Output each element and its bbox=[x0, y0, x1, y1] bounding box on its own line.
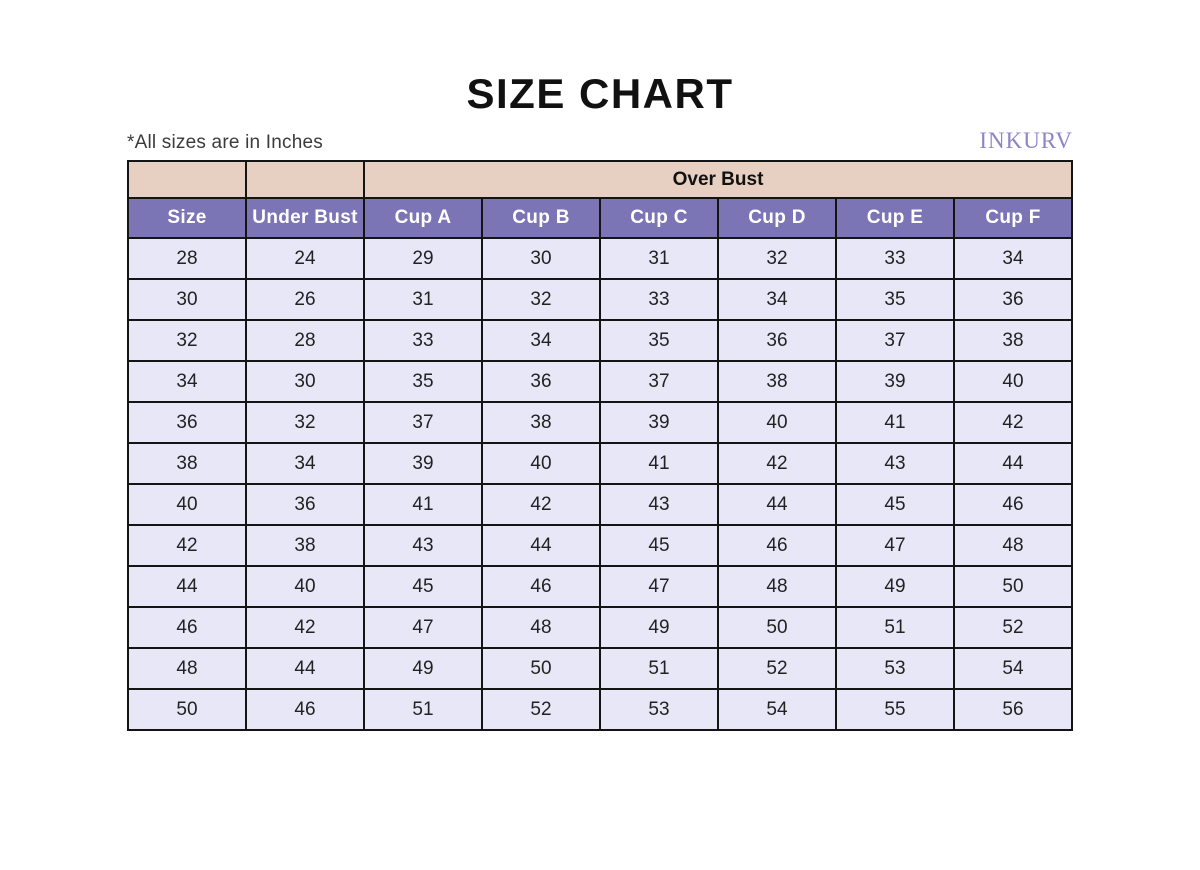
table-cell: 38 bbox=[718, 361, 836, 402]
table-row bbox=[128, 238, 1072, 279]
table-cell: 31 bbox=[364, 279, 482, 320]
table-row bbox=[128, 648, 1072, 689]
table-cell: 52 bbox=[718, 648, 836, 689]
table-row bbox=[128, 484, 1072, 525]
table-cell: 44 bbox=[954, 443, 1072, 484]
table-cell: 30 bbox=[128, 279, 246, 320]
table-cell: 50 bbox=[954, 566, 1072, 607]
table-cell: 26 bbox=[246, 279, 364, 320]
table-cell: 48 bbox=[482, 607, 600, 648]
table-row bbox=[128, 361, 1072, 402]
table-cell: 33 bbox=[836, 238, 954, 279]
table-cell: 44 bbox=[128, 566, 246, 607]
table-cell: 42 bbox=[482, 484, 600, 525]
table-cell: 43 bbox=[600, 484, 718, 525]
table-cell: 51 bbox=[836, 607, 954, 648]
table-cell: 38 bbox=[246, 525, 364, 566]
table-cell: 42 bbox=[128, 525, 246, 566]
table-cell: 37 bbox=[600, 361, 718, 402]
table-cell: 50 bbox=[482, 648, 600, 689]
table-cell: 52 bbox=[954, 607, 1072, 648]
table-cell: 53 bbox=[836, 648, 954, 689]
table-cell: 45 bbox=[600, 525, 718, 566]
table-row bbox=[128, 525, 1072, 566]
table-cell: 43 bbox=[364, 525, 482, 566]
page-title: SIZE CHART bbox=[466, 70, 734, 117]
table-row bbox=[128, 320, 1072, 361]
group-header-row bbox=[128, 161, 1072, 198]
table-cell: 46 bbox=[246, 689, 364, 730]
table-cell: 39 bbox=[836, 361, 954, 402]
brand-logo: INKURV bbox=[979, 128, 1073, 153]
table-cell: 24 bbox=[246, 238, 364, 279]
table-cell: 32 bbox=[482, 279, 600, 320]
column-header-size: Size bbox=[128, 198, 246, 238]
table-cell: 39 bbox=[600, 402, 718, 443]
column-header-cup-b: Cup B bbox=[482, 198, 600, 238]
table-cell: 56 bbox=[954, 689, 1072, 730]
table-cell: 46 bbox=[954, 484, 1072, 525]
table-cell: 37 bbox=[364, 402, 482, 443]
table-cell: 39 bbox=[364, 443, 482, 484]
table-cell: 42 bbox=[954, 402, 1072, 443]
table-cell: 38 bbox=[954, 320, 1072, 361]
table-row bbox=[128, 607, 1072, 648]
table-cell: 34 bbox=[482, 320, 600, 361]
table-cell: 43 bbox=[836, 443, 954, 484]
table-cell: 33 bbox=[600, 279, 718, 320]
table-cell: 35 bbox=[364, 361, 482, 402]
table-cell: 44 bbox=[482, 525, 600, 566]
table-cell: 49 bbox=[836, 566, 954, 607]
table-row bbox=[128, 443, 1072, 484]
table-cell: 47 bbox=[600, 566, 718, 607]
table-cell: 36 bbox=[482, 361, 600, 402]
table-cell: 42 bbox=[246, 607, 364, 648]
table-cell: 47 bbox=[364, 607, 482, 648]
table-cell: 44 bbox=[718, 484, 836, 525]
table-cell: 41 bbox=[600, 443, 718, 484]
table-cell: 38 bbox=[128, 443, 246, 484]
table-cell: 34 bbox=[128, 361, 246, 402]
over-bust-group-header: Over Bust bbox=[364, 161, 1072, 198]
table-cell: 32 bbox=[246, 402, 364, 443]
table-cell: 46 bbox=[128, 607, 246, 648]
table-cell: 41 bbox=[836, 402, 954, 443]
table-cell: 45 bbox=[364, 566, 482, 607]
table-cell: 34 bbox=[954, 238, 1072, 279]
table-cell: 40 bbox=[482, 443, 600, 484]
size-chart-table bbox=[127, 160, 1073, 731]
table-row bbox=[128, 402, 1072, 443]
table-cell: 53 bbox=[600, 689, 718, 730]
table-cell: 51 bbox=[600, 648, 718, 689]
table-cell: 32 bbox=[718, 238, 836, 279]
table-cell: 32 bbox=[128, 320, 246, 361]
table-cell: 36 bbox=[718, 320, 836, 361]
table-cell: 52 bbox=[482, 689, 600, 730]
empty-header-cell-under-bust bbox=[246, 161, 364, 198]
table-cell: 42 bbox=[718, 443, 836, 484]
table-cell: 45 bbox=[836, 484, 954, 525]
table-row bbox=[128, 279, 1072, 320]
table-cell: 30 bbox=[246, 361, 364, 402]
table-cell: 50 bbox=[128, 689, 246, 730]
table-cell: 48 bbox=[128, 648, 246, 689]
size-chart-table-head bbox=[128, 161, 1072, 238]
column-header-cup-c: Cup C bbox=[600, 198, 718, 238]
table-cell: 31 bbox=[600, 238, 718, 279]
table-cell: 36 bbox=[246, 484, 364, 525]
table-cell: 40 bbox=[954, 361, 1072, 402]
table-cell: 54 bbox=[718, 689, 836, 730]
table-cell: 28 bbox=[128, 238, 246, 279]
table-cell: 34 bbox=[718, 279, 836, 320]
table-cell: 54 bbox=[954, 648, 1072, 689]
table-cell: 40 bbox=[718, 402, 836, 443]
table-cell: 51 bbox=[364, 689, 482, 730]
size-table-body bbox=[128, 238, 1072, 730]
table-cell: 55 bbox=[836, 689, 954, 730]
table-cell: 30 bbox=[482, 238, 600, 279]
meta-row bbox=[127, 128, 1073, 154]
table-cell: 40 bbox=[128, 484, 246, 525]
size-chart-page bbox=[0, 70, 1200, 870]
table-cell: 38 bbox=[482, 402, 600, 443]
table-cell: 46 bbox=[482, 566, 600, 607]
column-header-cup-a: Cup A bbox=[364, 198, 482, 238]
table-cell: 35 bbox=[836, 279, 954, 320]
table-cell: 29 bbox=[364, 238, 482, 279]
table-cell: 47 bbox=[836, 525, 954, 566]
table-cell: 44 bbox=[246, 648, 364, 689]
table-cell: 49 bbox=[600, 607, 718, 648]
table-cell: 40 bbox=[246, 566, 364, 607]
table-cell: 48 bbox=[954, 525, 1072, 566]
table-cell: 34 bbox=[246, 443, 364, 484]
table-cell: 33 bbox=[364, 320, 482, 361]
table-row bbox=[128, 566, 1072, 607]
column-header-cup-f: Cup F bbox=[954, 198, 1072, 238]
sizes-note: *All sizes are in Inches bbox=[127, 132, 323, 153]
table-cell: 41 bbox=[364, 484, 482, 525]
column-header-under-bust: Under Bust bbox=[246, 198, 364, 238]
table-cell: 50 bbox=[718, 607, 836, 648]
table-cell: 37 bbox=[836, 320, 954, 361]
table-cell: 46 bbox=[718, 525, 836, 566]
column-header-row bbox=[128, 198, 1072, 238]
table-row bbox=[128, 689, 1072, 730]
table-cell: 28 bbox=[246, 320, 364, 361]
table-cell: 35 bbox=[600, 320, 718, 361]
table-cell: 36 bbox=[128, 402, 246, 443]
column-header-cup-d: Cup D bbox=[718, 198, 836, 238]
table-cell: 36 bbox=[954, 279, 1072, 320]
empty-header-cell-size bbox=[128, 161, 246, 198]
table-cell: 48 bbox=[718, 566, 836, 607]
column-header-cup-e: Cup E bbox=[836, 198, 954, 238]
table-cell: 49 bbox=[364, 648, 482, 689]
